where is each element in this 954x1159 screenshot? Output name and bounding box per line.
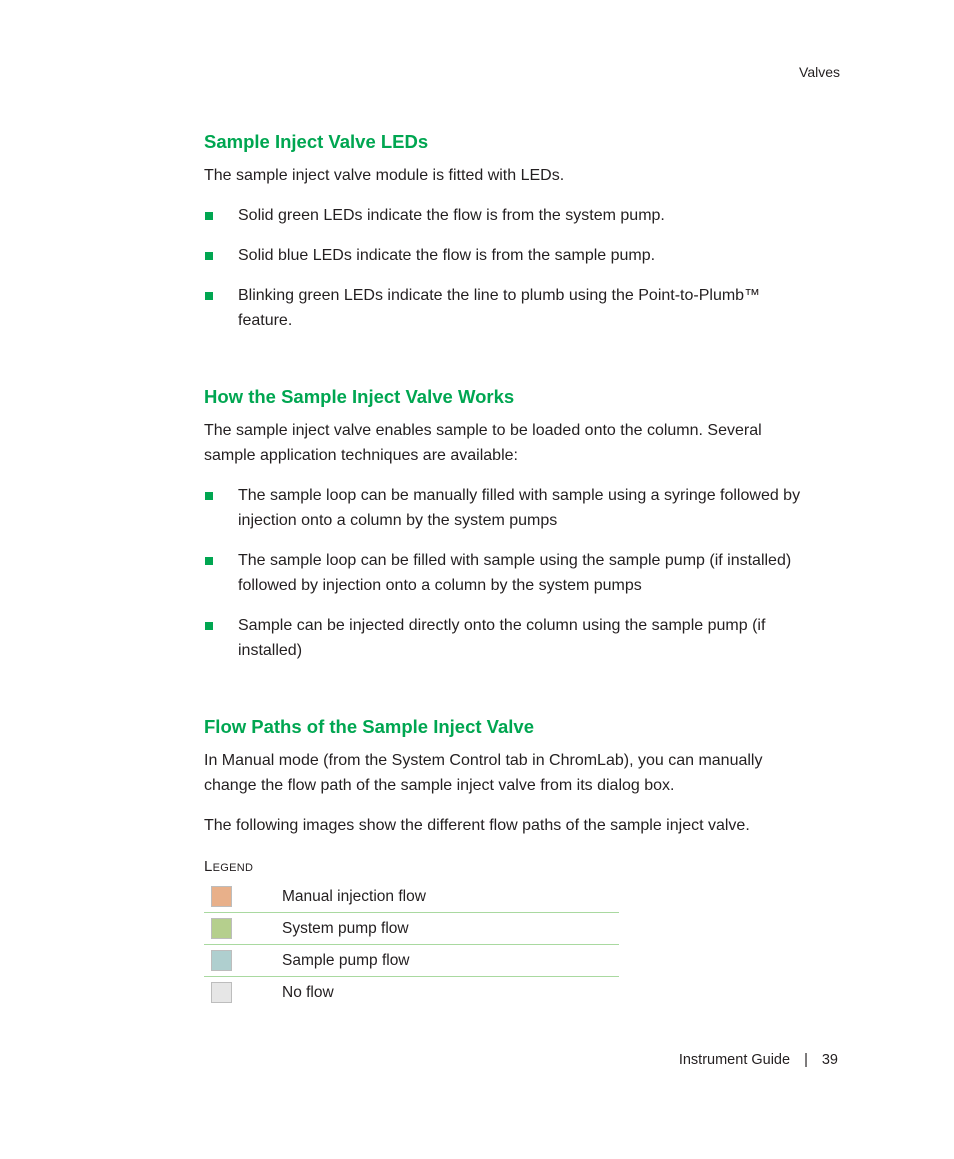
square-bullet-icon: [205, 212, 213, 220]
square-bullet-icon: [205, 492, 213, 500]
manual-injection-color-swatch: [211, 886, 232, 907]
sample-pump-color-swatch: [211, 950, 232, 971]
list-item-text: The sample loop can be manually filled with sample using a syringe followed by injection onto a column by the system pumps: [238, 487, 801, 529]
section-heading: How the Sample Inject Valve Works: [204, 386, 515, 407]
list-item-text: The sample loop can be filled with sample using the sample pump (if installed) followed by injection onto a column by the system pumps: [238, 552, 792, 594]
paragraph: In Manual mode (from the System Control tab in ChromLab), you can manually change the flow path of the sample inject valve from its dialog box.: [204, 752, 763, 794]
square-bullet-icon: [205, 557, 213, 565]
legend-swatch-cell: [204, 945, 282, 977]
section-heading: Sample Inject Valve LEDs: [204, 131, 429, 152]
legend-row: [204, 913, 619, 945]
section-flow-paths: [204, 715, 804, 1008]
paragraph: The sample inject valve enables sample to be loaded onto the column. Several sample application techniques are available:: [204, 422, 762, 464]
section-sample-inject-valve-leds: [204, 130, 804, 333]
list-item-text: Blinking green LEDs indicate the line to plumb using the Point-to-Plumb™ feature.: [238, 287, 761, 329]
list-item: [204, 203, 804, 228]
legend-label: Sample pump flow: [282, 945, 619, 977]
page-number: 39: [821, 1052, 838, 1068]
legend-swatch-cell: [204, 881, 282, 913]
paragraph: The following images show the different flow paths of the sample inject valve.: [204, 817, 750, 834]
bullet-list: [204, 483, 804, 663]
footer-separator: |: [804, 1052, 808, 1068]
footer-title: Instrument Guide: [678, 1052, 791, 1068]
list-item: [204, 613, 804, 663]
running-header: Valves: [799, 64, 840, 80]
legend-swatch-cell: [204, 977, 282, 1009]
legend-row: [204, 977, 619, 1009]
legend-row: [204, 881, 619, 913]
system-pump-color-swatch: [211, 918, 232, 939]
list-item: [204, 243, 804, 268]
legend-table: [204, 881, 619, 1008]
square-bullet-icon: [205, 252, 213, 260]
legend-swatch-cell: [204, 913, 282, 945]
section-how-valve-works: [204, 385, 804, 663]
legend-label: No flow: [282, 977, 619, 1009]
section-heading: Flow Paths of the Sample Inject Valve: [204, 716, 535, 737]
legend-heading: Legend: [204, 858, 254, 875]
list-item-text: Solid green LEDs indicate the flow is from the system pump.: [238, 207, 665, 224]
legend-row: [204, 945, 619, 977]
list-item: [204, 483, 804, 533]
list-item-text: Solid blue LEDs indicate the flow is from the sample pump.: [238, 247, 656, 264]
legend-label: Manual injection flow: [282, 887, 426, 905]
square-bullet-icon: [205, 292, 213, 300]
page-content: [204, 130, 804, 1008]
bullet-list: [204, 203, 804, 333]
paragraph: The sample inject valve module is fitted with LEDs.: [204, 167, 565, 184]
square-bullet-icon: [205, 622, 213, 630]
page-footer: [679, 1052, 838, 1068]
legend-label: System pump flow: [282, 913, 619, 945]
no-flow-color-swatch: [211, 982, 232, 1003]
list-item: [204, 548, 804, 598]
list-item: [204, 283, 804, 333]
list-item-text: Sample can be injected directly onto the column using the sample pump (if installed): [238, 617, 766, 659]
